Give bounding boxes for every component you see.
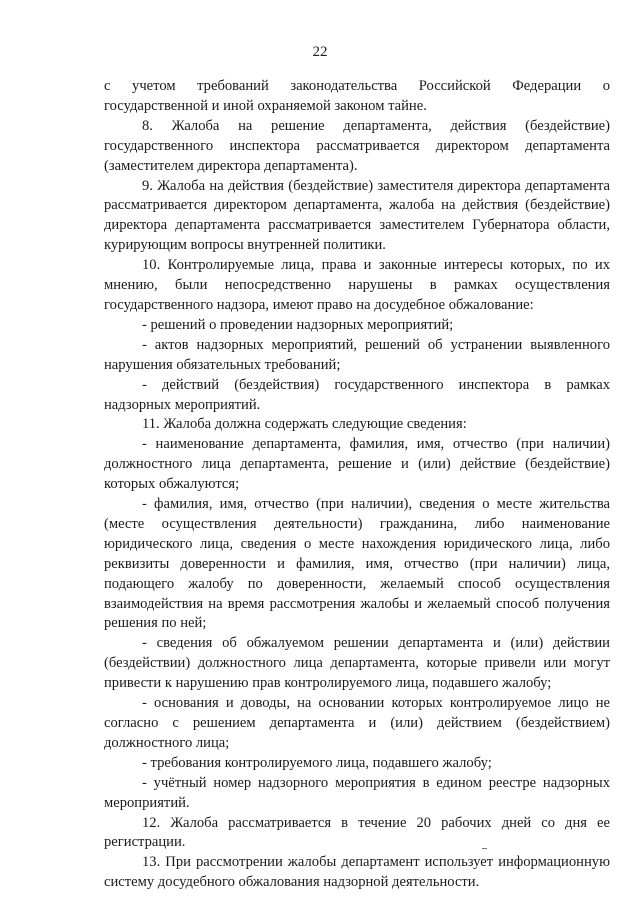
paragraph-secrecy-clause: с учетом требований законодательства Российской Федерации о государственной и иной охраняемой законом тайне.	[104, 78, 610, 114]
list-item-appealed-decision: - сведения об обжалуемом решении департамента и (или) действии (бездействии) должностного лица департамента, которые привели или могут привести к нарушению прав контролируемого лица, подавшего жалобу;	[104, 635, 610, 692]
paragraph-12: 12. Жалоба рассматривается в течение 20 рабочих дней со дня ее регистрации.	[104, 814, 610, 851]
paragraph-9: 9. Жалоба на действия (бездействие) заместителя директора департамента рассматривается директором департамента, жалоба на действия (бездействие) директора департамента рассматривается заместителем Губернатора области, курирующим вопросы внутренней политики.	[104, 177, 610, 254]
list-item-requirements: - требования контролируемого лица, подавшего жалобу;	[142, 754, 492, 771]
list-item-inspector-actions: - действий (бездействия) государственного инспектора в рамках надзорных мероприятий.	[104, 376, 610, 413]
list-item-applicant-info: - фамилия, имя, отчество (при наличии), сведения о месте жительства (месте осуществления деятельности) гражданина, либо наименование юридического лица, сведения о месте нахождения юридического лица, либо реквизиты доверенности и фамилия, имя, отчество (при наличии) лица, подающего жалобу по доверенности, желаемый способ осуществления взаимодействия на время рассмотрения жалобы и желаемый способ получения решения по ней;	[104, 496, 610, 632]
page-number: 22	[312, 44, 328, 60]
list-item-acts: - актов надзорных мероприятий, решений об устранении выявленного нарушения обязательных требований;	[104, 336, 610, 373]
paragraph-13: 13. При рассмотрении жалобы департамент использует информационную систему досудебного обжалования надзорной деятельности.	[104, 854, 610, 891]
list-item-decisions: - решений о проведении надзорных мероприятий;	[142, 316, 454, 333]
paragraph-11: 11. Жалоба должна содержать следующие сведения:	[142, 416, 467, 433]
scan-mark	[482, 848, 487, 849]
document-body	[104, 77, 610, 893]
list-item-registry-number: - учётный номер надзорного мероприятия в едином реестре надзорных мероприятий.	[104, 774, 610, 811]
list-item-grounds: - основания и доводы, на основании которых контролируемое лицо не согласно с решением департамента и (или) действием (бездействием) должностного лица;	[104, 695, 610, 751]
paragraph-10: 10. Контролируемые лица, права и законные интересы которых, по их мнению, были непосредственно нарушены в рамках осуществления государственного надзора, имеют право на досудебное обжалование:	[104, 257, 610, 313]
paragraph-8: 8. Жалоба на решение департамента, действия (бездействие) государственного инспектора рассматривается директором департамента (заместителем директора департамента).	[104, 117, 610, 174]
list-item-department-name: - наименование департамента, фамилия, имя, отчество (при наличии) должностного лица департамента, решение и (или) действие (бездействие) которых обжалуются;	[104, 436, 610, 493]
